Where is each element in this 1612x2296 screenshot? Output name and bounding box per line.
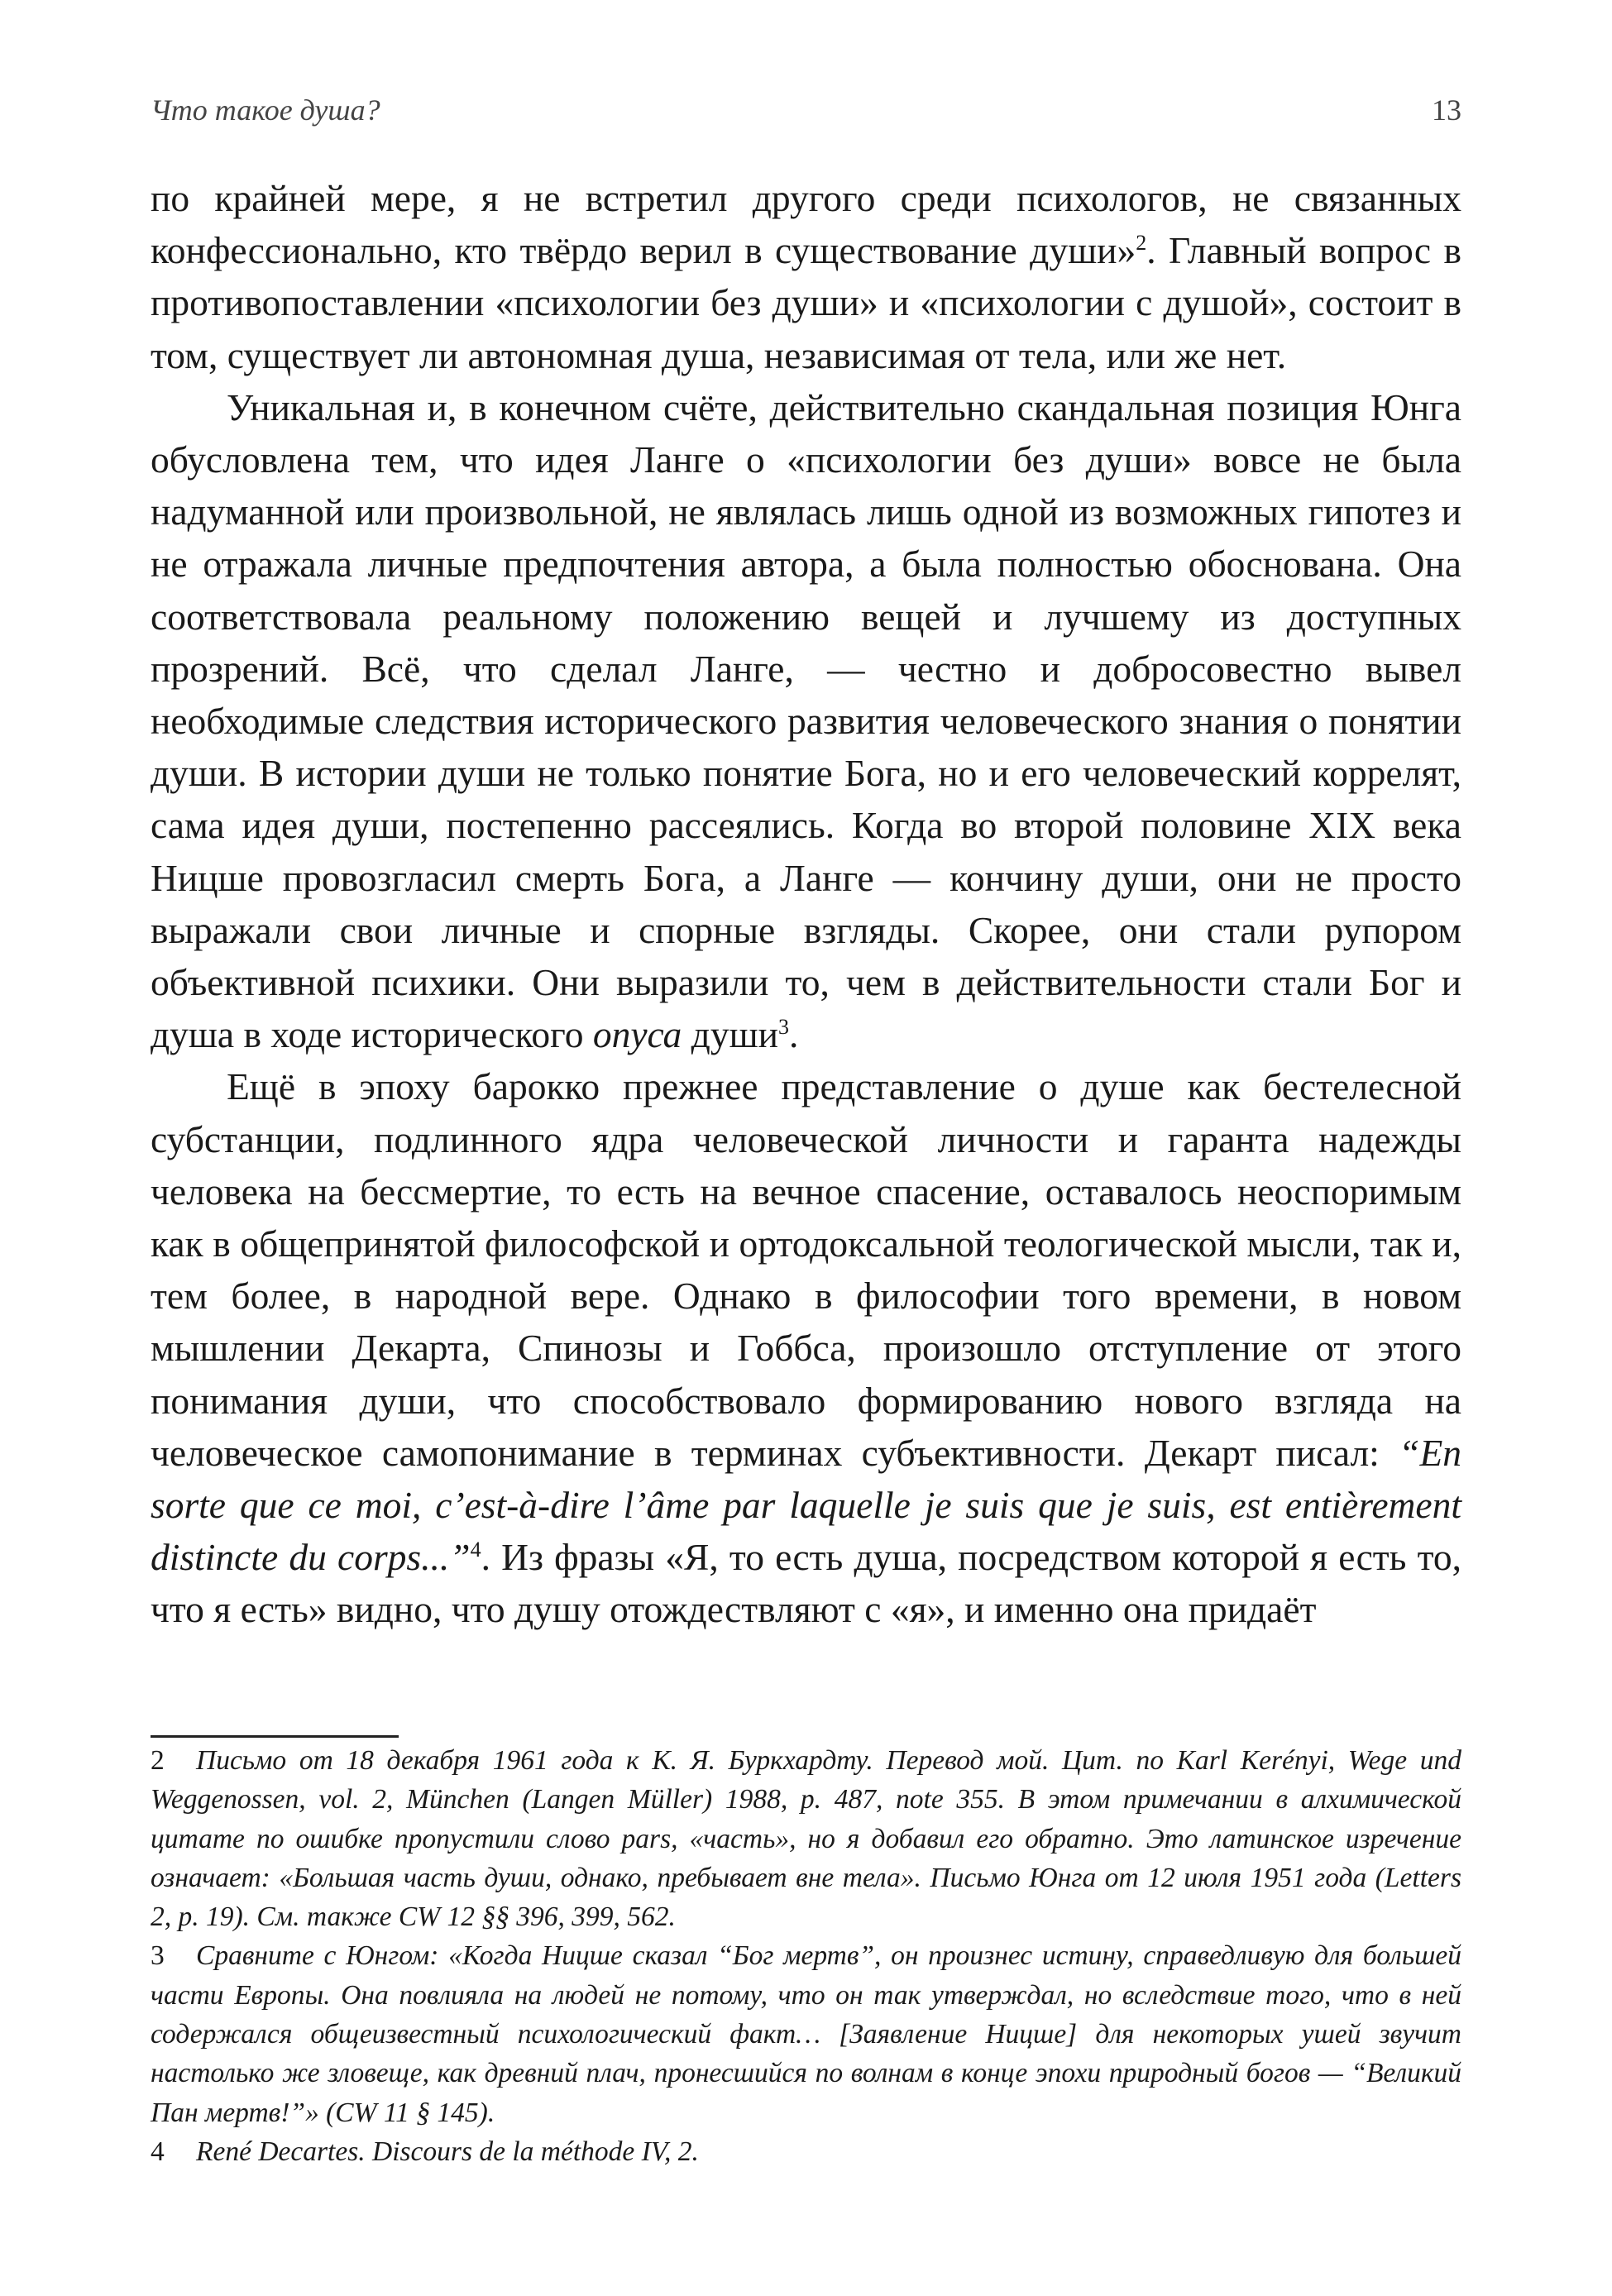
footnote-ref-3: 3 xyxy=(777,1015,789,1040)
running-head xyxy=(151,93,1461,134)
paragraph-2 xyxy=(151,381,1461,1061)
paragraph-3-text-cont: . Из фразы «Я, то есть душа, посредством которой я есть то, что я есть» видно, что душу отождествляют с «я», и именно она придаёт xyxy=(151,1536,1462,1631)
descartes-quote: “En sorte que ce moi, c’est-à-dire l’âme par laquelle je suis que je suis, est entièrement distincte du corps...” xyxy=(151,1431,1461,1579)
footnote-2 xyxy=(151,1741,1461,1936)
footnote-number: 2 xyxy=(151,1745,165,1776)
page-number: 13 xyxy=(1432,93,1461,127)
footnote-4 xyxy=(151,2132,1461,2171)
paragraph-3 xyxy=(151,1060,1461,1635)
paragraph-3-text: Ещё в эпоху барокко прежнее представление о душе как бестелесной субстанции, подлинного ядра человеческой личности и гаранта надежды человека на бессмертие, то есть на вечное спасение, оставалось неоспоримым как в общепринятой философской и ортодоксальной теологической мысли, так и, тем более, в народной вере. Однако в философии того времени, в новом мышлении Декарта, Спинозы и Гоббса, произошло отступление от этого понимания души, что способствовало формированию нового взгляда на человеческое самопонимание в терминах субъективности. Декарт писал: xyxy=(151,1065,1461,1474)
paragraph-2-text-cont: души xyxy=(682,1013,778,1056)
footnote-number: 4 xyxy=(151,2136,165,2167)
paragraph-1 xyxy=(151,172,1461,381)
paragraph-1-text: по крайней мере, я не встретил другого среди психологов, не связанных конфессионально, кто твёрдо верил в существование души» xyxy=(151,177,1461,272)
main-text xyxy=(151,172,1461,1636)
footnote-text: René Decartes. Discours de la méthode IV, 2. xyxy=(196,2136,699,2167)
paragraph-2-italic: опуса xyxy=(592,1013,682,1056)
paragraph-2-end: . xyxy=(788,1013,799,1056)
footnote-text: Сравните с Юнгом: «Когда Ницше сказал “Бог мертв”, он произнес истину, справедливую для большей части Европы. Она повлияла на людей не потому, что он так утверждал, но вследствие того, что в ней содержался общеизвестный психологический факт… [Заявление Ницше] для некоторых ушей звучит настолько же зловеще, как древний плач, пронесшийся по волнам в конце эпохи природный богов — “Великий Пан мертв!”» (CW 11 § 145). xyxy=(151,1940,1461,2128)
paragraph-2-text: Уникальная и, в конечном счёте, действительно скандальная позиция Юнга обусловлена тем, что идея Ланге о «психологии без души» вовсе не была надуманной или произвольной, не являлась лишь одной из возможных гипотез и не отражала личные предпочтения автора, а была полностью обоснована. Она соответствовала реальному положению вещей и лучшему из доступных прозрений. Всё, что сделал Ланге, — честно и добросовестно вывел необходимые следствия исторического развития человеческого знания о понятии души. В истории души не только понятие Бога, но и его человеческий коррелят, сама идея души, постепенно рассеялись. Когда во второй половине XIX века Ницше провозгласил смерть Бога, а Ланге — кончину души, они не просто выражали свои личные и спорные взгляды. Скорее, они стали рупором объективной психики. Они выразили то, чем в действительности стали Бог и душа в ходе исторического xyxy=(151,385,1461,1056)
footnote-divider xyxy=(151,1735,399,1738)
running-head-title: Что такое душа? xyxy=(151,93,380,127)
paragraph-1-text-cont: . Главный вопрос в противопоставлении «психологии без души» и «психологии с душой», состоит в том, существует ли автономная душа, независимая от тела, или же нет. xyxy=(151,229,1461,376)
footnote-3 xyxy=(151,1936,1461,2131)
footnote-text: Письмо от 18 декабря 1961 года к К. Я. Буркхардту. Перевод мой. Цит. по Karl Kerényi, Wege und Weggenossen, vol. 2, München (Langen Müller) 1988, p. 487, note 355. В этом примечании в алхимической цитате по ошибке пропустили слово pars, «часть», но я добавил его обратно. Это латинское изречение означает: «Большая часть души, однако, пребывает вне тела». Письмо Юнга от 12 июля 1951 года (Letters 2, p. 19). См. также CW 12 §§ 396, 399, 562. xyxy=(151,1745,1461,1933)
footnote-ref-4: 4 xyxy=(470,1538,481,1562)
footnotes xyxy=(151,1741,1461,2171)
footnote-ref-2: 2 xyxy=(1136,231,1147,256)
footnote-number: 3 xyxy=(151,1940,165,1972)
